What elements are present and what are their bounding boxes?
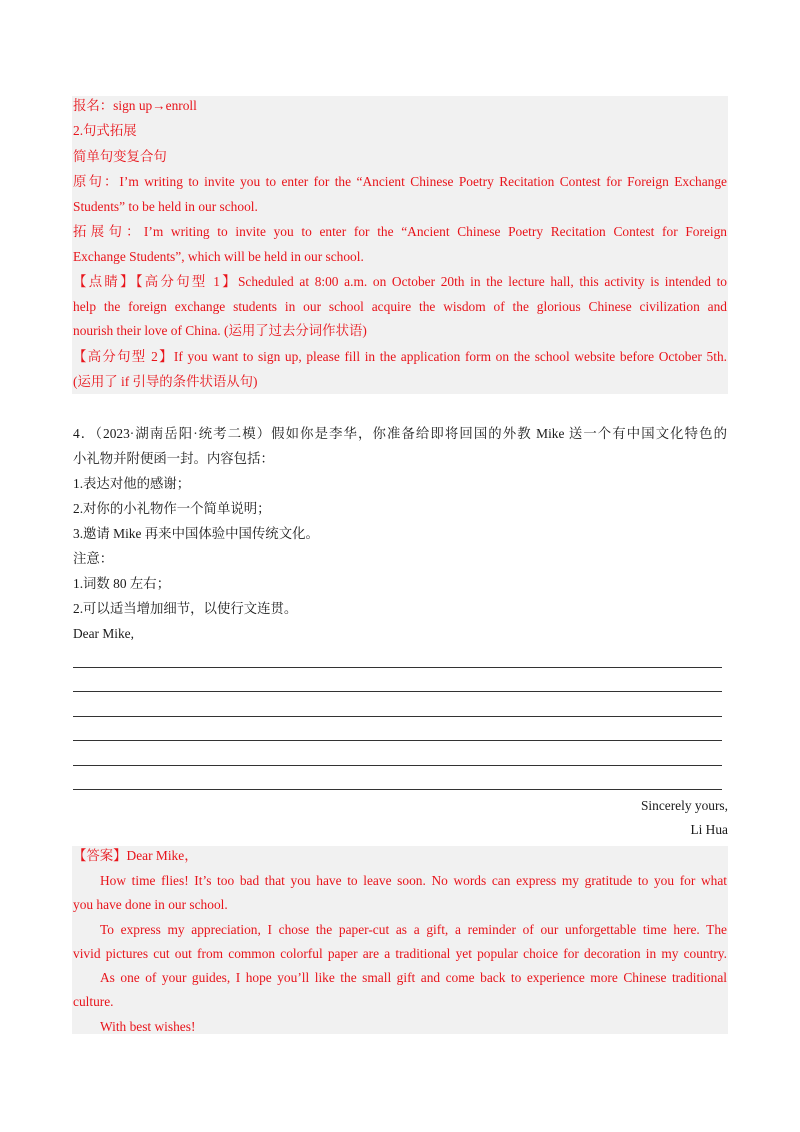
answer-label: 【答案】Dear Mike， <box>73 848 198 863</box>
writing-line <box>73 667 722 668</box>
answer-para-3-line-1: As one of your guides, I hope you’ll like the small gift and come back to experience more Chinese traditional <box>100 970 727 985</box>
writing-line <box>73 740 722 741</box>
requirement-1: 1.表达对他的感谢； <box>73 476 191 491</box>
salutation: Dear Mike, <box>73 626 134 641</box>
signup-line: 报名：sign up→enroll <box>73 98 197 113</box>
writing-line <box>73 789 722 790</box>
note-1: 1.词数 80 左右； <box>73 576 171 591</box>
closing: Sincerely yours, <box>640 798 728 813</box>
answer-para-3-line-2: culture. <box>73 994 114 1009</box>
answer-para-4: With best wishes! <box>100 1019 196 1034</box>
pattern-2-line-1: 【高分句型 2】If you want to sign up, please fill in the application form on the school website before October 5th. <box>73 349 727 364</box>
original-sentence-line-2: Students” to be held in our school. <box>73 199 258 214</box>
pattern-2-line-2: (运用了 if 引导的条件状语从句) <box>73 374 258 389</box>
requirement-3: 3.邀请 Mike 再来中国体验中国传统文化。 <box>73 526 319 541</box>
signature: Li Hua <box>690 822 728 837</box>
section-heading: 2.句式拓展 <box>73 123 137 138</box>
note-2: 2.可以适当增加细节，以使行文连贯。 <box>73 601 298 616</box>
writing-line <box>73 765 722 766</box>
answer-para-1-line-1: How time flies! It’s too bad that you have to leave soon. No words can express my gratitude to you for what <box>100 873 727 888</box>
original-sentence-line-1: 原句：I’m writing to invite you to enter for the “Ancient Chinese Poetry Recitation Contest for Foreign Exchange <box>73 174 727 189</box>
answer-para-1-line-2: you have done in our school. <box>73 897 228 912</box>
pattern-1-line-1: 【点睛】【高分句型 1】Scheduled at 8:00 a.m. on October 20th in the lecture hall, this activity is intended to <box>73 274 727 289</box>
extended-sentence-line-2: Exchange Students”, which will be held in our school. <box>73 249 364 264</box>
notes-label: 注意： <box>73 551 114 566</box>
question-4-line-1: 4．（2023·湖南岳阳·统考二模）假如你是李华，你准备给即将回国的外教 Mike 送一个有中国文化特色的 <box>73 426 727 441</box>
pattern-1-line-2: help the foreign exchange students in our school acquire the wisdom of the glorious Chinese civilization and <box>73 299 727 314</box>
pattern-1-line-3: nourish their love of China. (运用了过去分词作状语) <box>73 323 367 338</box>
extended-sentence-line-1: 拓展句：I’m writing to invite you to enter for the “Ancient Chinese Poetry Recitation Contest for Foreign <box>73 224 727 239</box>
answer-para-2-line-1: To express my appreciation, I chose the paper-cut as a gift, a reminder of our unforgettable time here. The <box>100 922 727 937</box>
question-4-line-2: 小礼物并附便函一封。内容包括： <box>73 451 274 466</box>
sub-heading: 简单句变复合句 <box>73 149 167 164</box>
requirement-2: 2.对你的小礼物作一个简单说明； <box>73 501 271 516</box>
answer-para-2-line-2: vivid pictures cut out from common colorful paper are a traditional yet popular choice for decoration in my country. <box>73 946 727 961</box>
writing-line <box>73 716 722 717</box>
writing-line <box>73 691 722 692</box>
